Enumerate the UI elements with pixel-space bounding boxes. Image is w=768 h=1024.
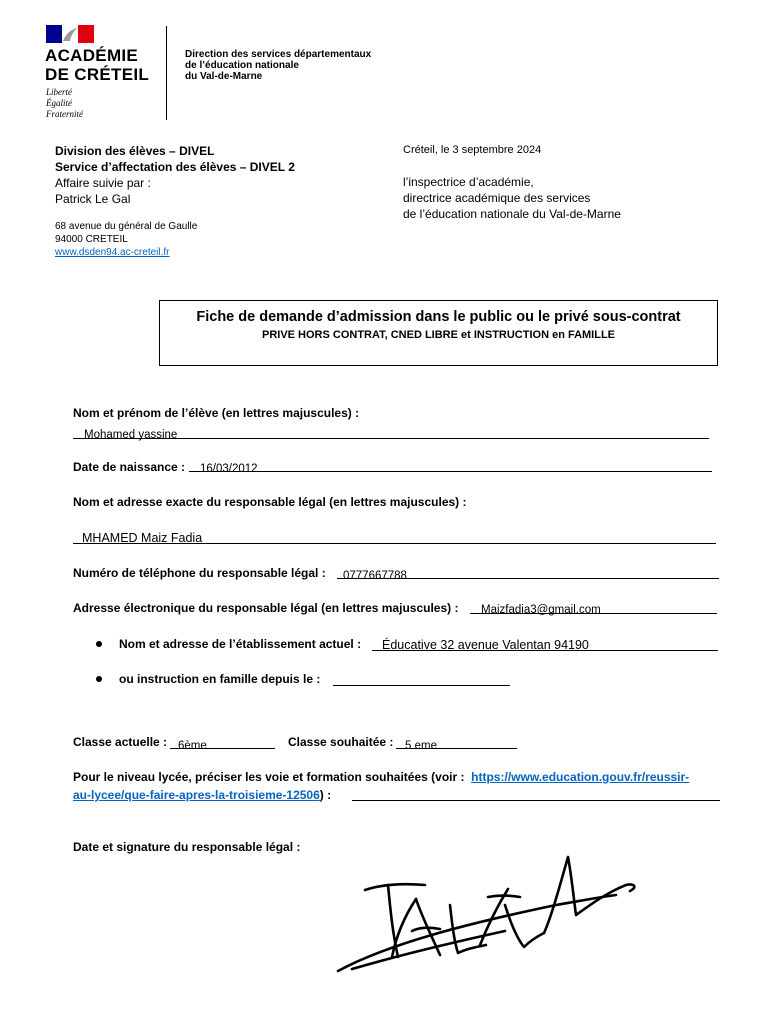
recipient-line1: l’inspectrice d’académie, — [403, 175, 534, 189]
motto-liberte: Liberté — [46, 87, 72, 97]
direction-line3: du Val-de-Marne — [185, 71, 263, 82]
title-box — [159, 300, 718, 366]
motto-egalite: Égalité — [46, 98, 72, 108]
recipient-line3: de l’éducation nationale du Val-de-Marne — [403, 207, 621, 221]
wanted-class-value[interactable]: 5 eme — [405, 740, 437, 752]
academie-name-line2: DE CRÉTEIL — [45, 65, 150, 84]
birth-date-label: Date de naissance : — [73, 460, 186, 474]
wanted-class-label: Classe souhaitée : — [288, 735, 394, 749]
guardian-label: Nom et adresse exacte du responsable légal (en lettres majuscules) : — [73, 495, 467, 509]
form-title: Fiche de demande d’admission dans le public ou le privé sous-contrat — [196, 309, 681, 325]
form-subtitle: PRIVE HORS CONTRAT, CNED LIBRE et INSTRUCTION en FAMILLE — [261, 329, 616, 341]
lycee-link-part1[interactable]: https://www.education.gouv.fr/reussir- — [471, 770, 690, 784]
header-divider — [166, 26, 167, 120]
direction-block — [185, 49, 371, 82]
service-line: Service d’affectation des élèves – DIVEL 2 — [55, 160, 295, 174]
direction-line2: de l’éducation nationale — [185, 60, 299, 71]
school-label: Nom et adresse de l’établissement actuel : — [119, 637, 362, 651]
student-name-label: Nom et prénom de l’élève (en lettres majuscules) : — [73, 406, 360, 420]
lycee-label: Pour le niveau lycée, préciser les voie et formation souhaitées (voir : — [73, 770, 465, 784]
affaire-label: Affaire suivie par : — [55, 176, 151, 190]
address-line1: 68 avenue du général de Gaulle — [55, 221, 198, 232]
lycee-line — [352, 800, 720, 801]
website-link[interactable]: www.dsden94.ac-creteil.fr — [55, 247, 170, 258]
current-class-value[interactable]: 6ème — [178, 740, 207, 752]
phone-label: Numéro de téléphone du responsable légal : — [73, 566, 326, 580]
lycee-after: ) : — [319, 788, 332, 802]
birth-date-line — [189, 471, 712, 472]
student-name-value[interactable]: Mohamed yassine — [84, 429, 178, 441]
motto-fraternite: Fraternité — [46, 109, 83, 119]
lycee-line2 — [73, 787, 331, 803]
motto — [46, 87, 83, 120]
email-label: Adresse électronique du responsable légal (en lettres majuscules) : — [73, 601, 459, 615]
signature-label: Date et signature du responsable légal : — [73, 840, 301, 854]
homeschool-line — [333, 685, 510, 686]
phone-value[interactable]: 0777667788 — [343, 570, 407, 582]
birth-date-value[interactable]: 16/03/2012 — [200, 463, 258, 475]
division-line: Division des élèves – DIVEL — [55, 144, 215, 158]
lycee-link-part2[interactable]: au-lycee/que-faire-apres-la-troisieme-12506 — [73, 788, 320, 802]
bullet-school — [96, 641, 102, 647]
date-place: Créteil, le 3 septembre 2024 — [403, 144, 542, 156]
academie-name-line1: ACADÉMIE — [45, 46, 139, 65]
recipient-line2: directrice académique des services — [403, 191, 591, 205]
current-class-label: Classe actuelle : — [73, 735, 168, 749]
homeschool-label: ou instruction en famille depuis le : — [119, 672, 321, 686]
bullet-homeschool — [96, 676, 102, 682]
address-line2: 94000 CRETEIL — [55, 234, 128, 245]
signature-drawing — [330, 845, 650, 985]
direction-line1: Direction des services départementaux — [185, 49, 372, 60]
school-value[interactable]: Éducative 32 avenue Valentan 94190 — [382, 638, 589, 652]
lycee-instructions — [73, 769, 723, 785]
email-value[interactable]: Maizfadia3@gmail.com — [481, 604, 601, 616]
guardian-value[interactable]: MHAMED Maiz Fadia — [82, 531, 203, 545]
affaire-name: Patrick Le Gal — [55, 192, 131, 206]
marianne-logo — [46, 25, 94, 43]
